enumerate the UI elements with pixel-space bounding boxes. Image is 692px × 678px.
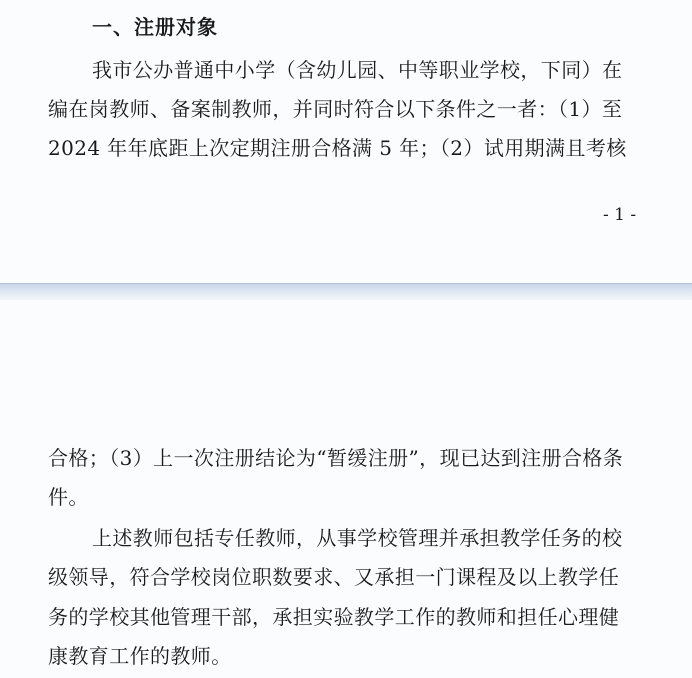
paragraph-line: 康教育工作的教师。 (48, 644, 232, 668)
document-page-1 (0, 0, 692, 283)
paragraph-line: 级领导，符合学校岗位职数要求、又承担一门课程及以上教学任 (48, 565, 620, 589)
page-number: - 1 - (603, 205, 637, 225)
document-page-2 (0, 300, 692, 678)
paragraph-line: 合格；（3）上一次注册结论为“暂缓注册”，现已达到注册合格条 (48, 446, 624, 470)
paragraph-line: 编在岗教师、备案制教师，并同时符合以下条件之一者：（1）至 (48, 97, 623, 121)
section-heading: 一、注册对象 (92, 15, 218, 39)
paragraph-line: 件。 (48, 485, 89, 509)
paragraph-line: 务的学校其他管理干部，承担实验教学工作的教师和担任心理健 (48, 605, 620, 629)
paragraph-line: 2024 年年底距上次定期注册合格满 5 年；（2）试用期满且考核 (48, 136, 627, 160)
paragraph-line: 我市公办普通中小学（含幼儿园、中等职业学校，下同）在 (92, 58, 623, 82)
paragraph-line: 上述教师包括专任教师，从事学校管理并承担教学任务的校 (92, 526, 623, 550)
